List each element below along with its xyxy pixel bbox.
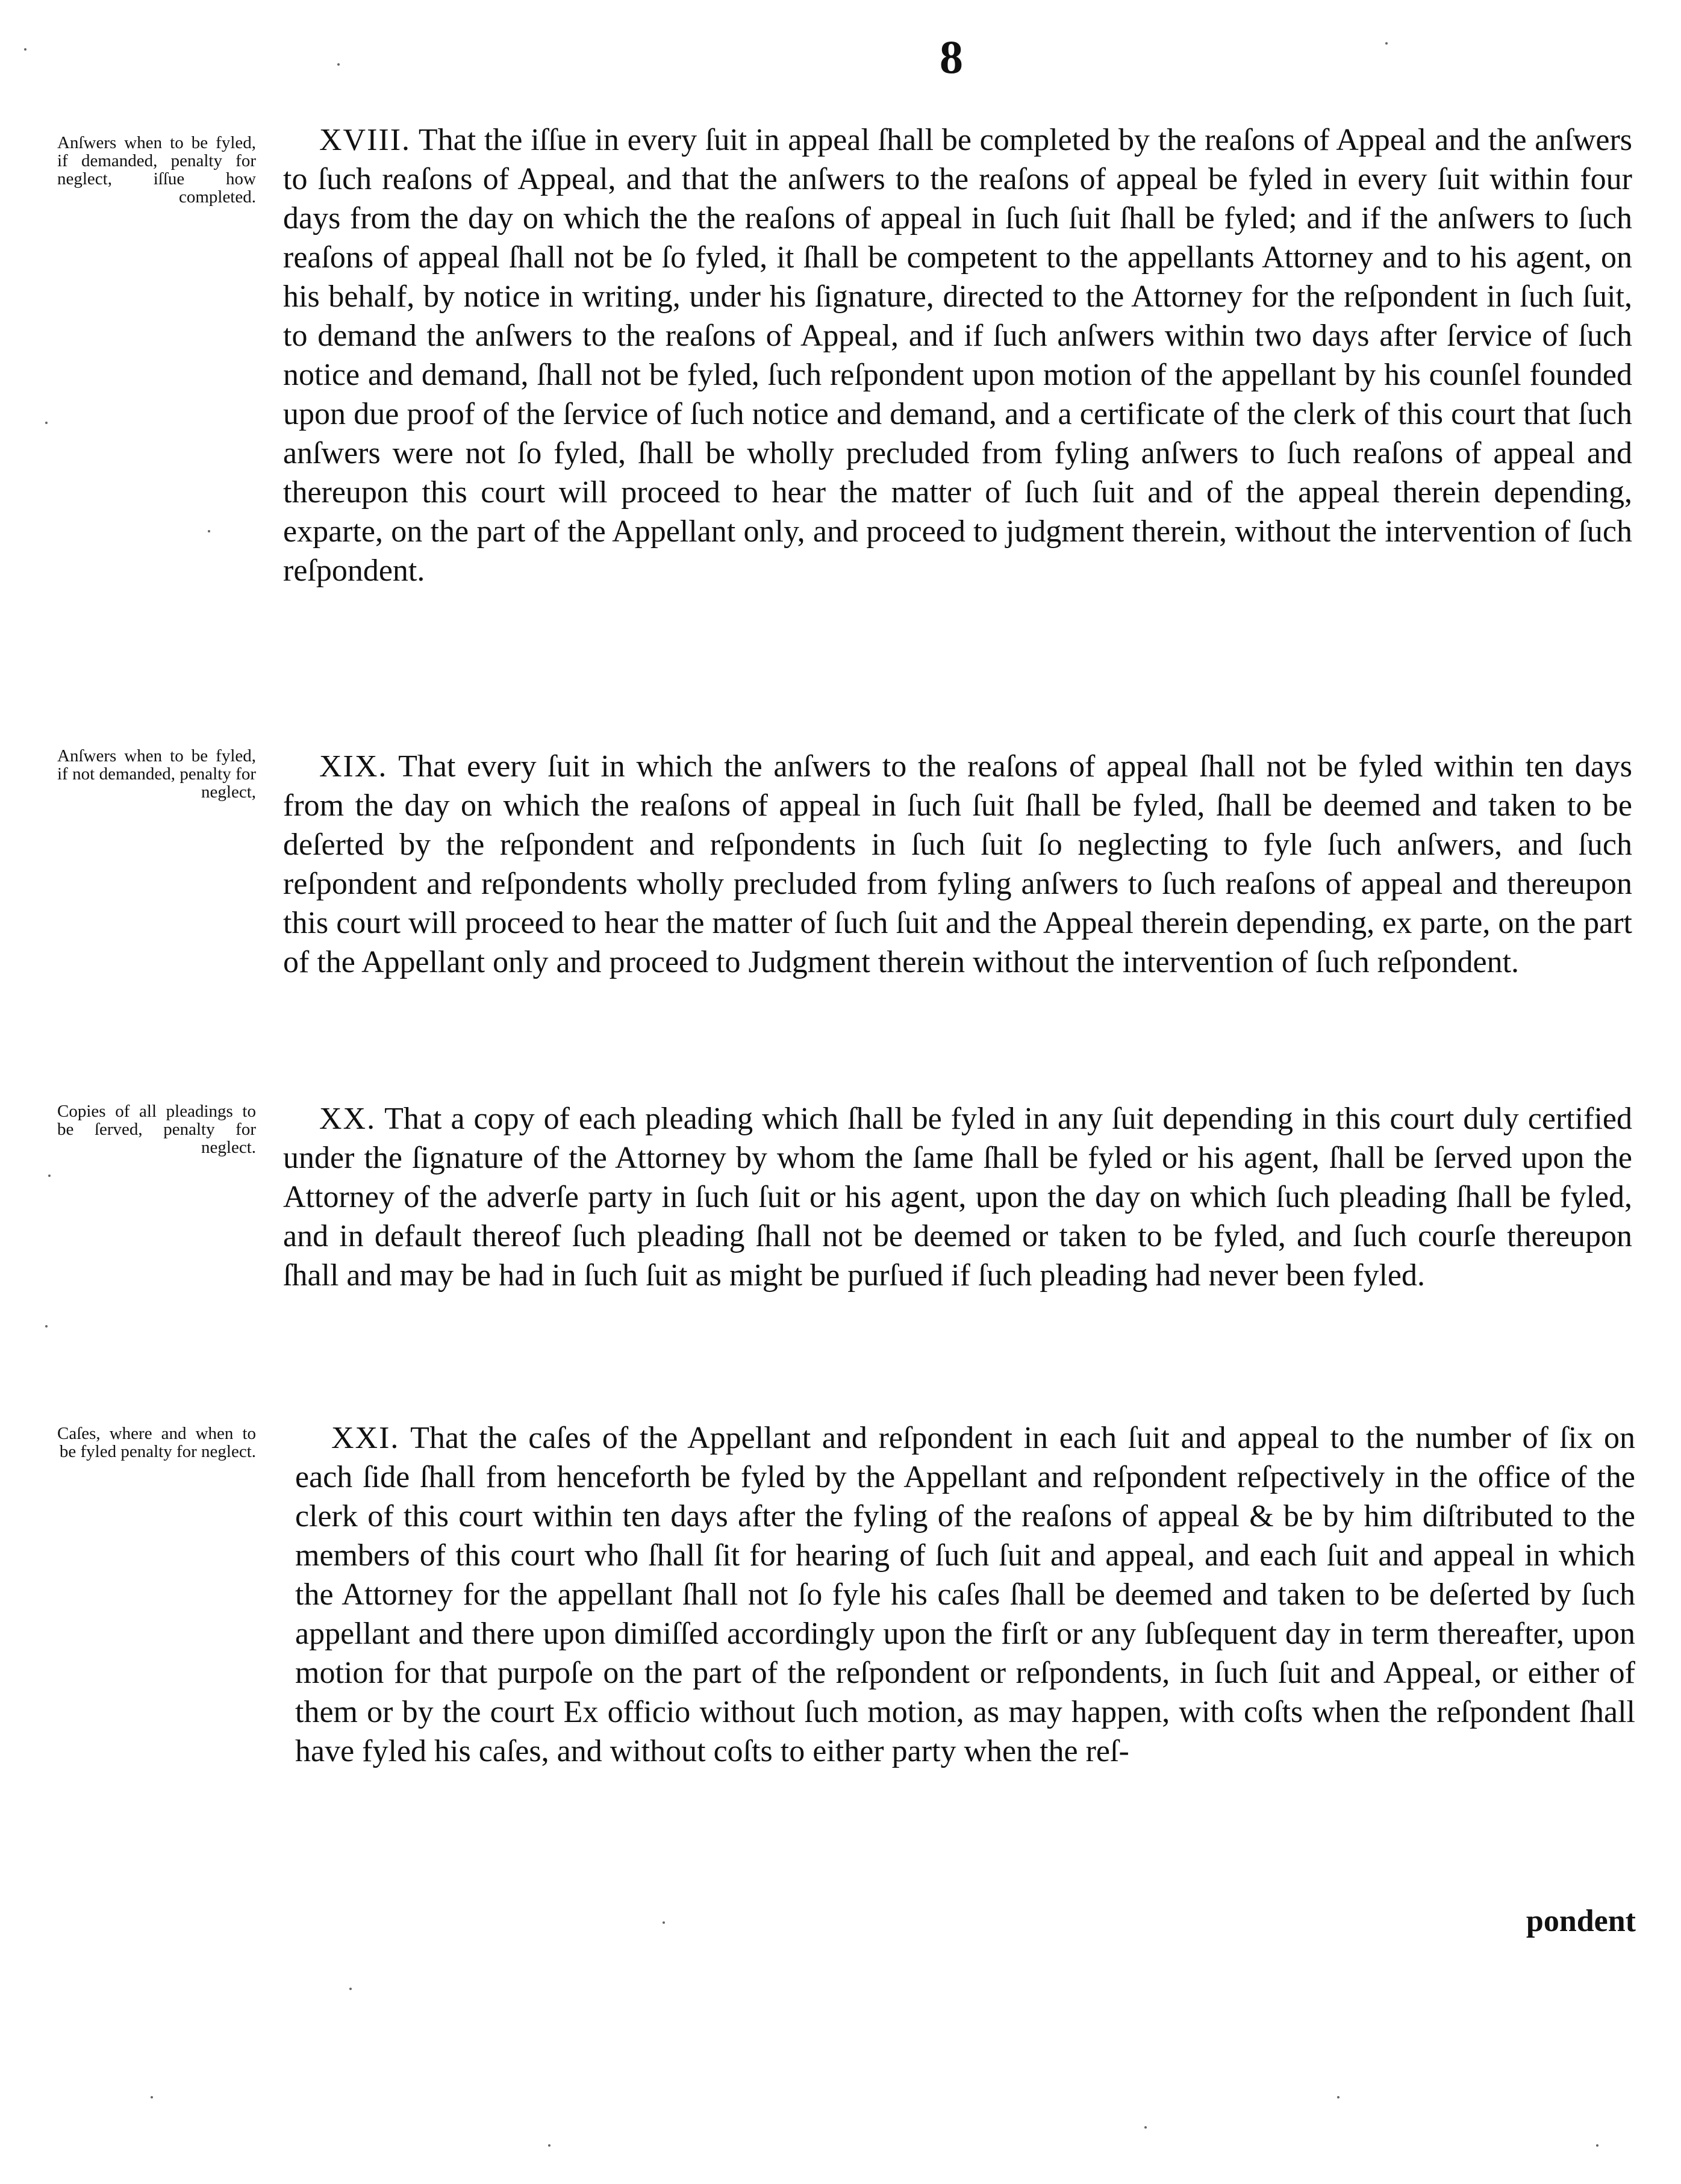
margin-note-xx: Copies of all pleadings to be ſerved, penalty for neglect. (57, 1102, 256, 1157)
clause-text: That every ſuit in which the anſwers to the reaſons of appeal ſhall not be fyled within ten days from the day on which the reaſons of appeal in ſuch ſuit ſhall be fyled, ſhall be deemed and taken to be deſerted by the reſpondent and reſpondents in ſuch ſuit ſo neglecting to fyle ſuch anſwers, and ſuch reſpondent and reſpondents wholly precluded from fyling anſwers to ſuch reaſons of appeal and thereupon this court will proceed to hear the matter of ſuch ſuit and the Appeal therein depending, ex parte, on the part of the Appellant only and proceed to Judgment therein without the intervention of ſuch reſpondent. (283, 749, 1633, 979)
scan-speck (1337, 2096, 1339, 2098)
clause-number: XXI. (331, 1421, 400, 1455)
clause-text: That the caſes of the Appellant and reſpondent in each ſuit and appeal to the number of ſix on each ſide ſhall from henceforth be fyled by the Appellant and reſpondent reſpectively in the office of the clerk of this court within ten days after the fyling of the reaſons of appeal & be by him diſtributed to the members of this court who ſhall ſit for hearing of ſuch ſuit and appeal, and each ſuit and appeal in which the Attorney for the appellant ſhall not ſo fyle his caſes ſhall be deemed and taken to be deſerted by ſuch appellant and there upon dimiſſed accordingly upon the firſt or any ſubſequent day in term thereafter, upon motion for that purpoſe on the part of the reſpondent or reſpondents, in ſuch ſuit and Appeal, or either of them or by the court Ex officio without ſuch motion, as may happen, with coſts when the reſpondent ſhall have fyled his caſes, and without coſts to either party when the reſ- (295, 1421, 1635, 1768)
scan-speck (663, 1921, 665, 1924)
clause-xix (283, 747, 1632, 982)
scan-speck (1596, 2144, 1598, 2147)
clause-text: That a copy of each pleading which ſhall be fyled in any ſuit depending in this court duly certified under the ſignature of the Attorney by whom the ſame ſhall be fyled or his agent, ſhall be ſerved upon the Attorney of the adverſe party in ſuch ſuit or his agent, upon the day on which ſuch pleading ſhall be fyled, and in default thereof ſuch pleading ſhall not be deemed or taken to be fyled, and ſuch courſe thereupon ſhall and may be had in ſuch ſuit as might be purſued if ſuch pleading had never been fyled. (283, 1102, 1632, 1293)
scan-speck (24, 48, 27, 51)
scan-speck (349, 1988, 352, 1990)
clause-xx (283, 1099, 1632, 1295)
scan-speck (45, 422, 48, 424)
margin-note-xviii: Anſwers when to be fyled, if demanded, penalty for neglect, iſſue how completed. (57, 133, 256, 207)
clause-text: That the iſſue in every ſuit in appeal ſhall be completed by the reaſons of Appeal and the anſwers to ſuch reaſons of Appeal, and that the anſwers to the reaſons of appeal be fyled in every ſuit within four days from the day on which the the reaſons of appeal in ſuch ſuit ſhall be fyled; and if the anſwers to ſuch reaſons of appeal ſhall not be ſo fyled, it ſhall be competent to the appellants Attorney and to his agent, on his behalf, by notice in writing, under his ſignature, directed to the Attorney for the reſpondent in ſuch ſuit, to demand the anſwers to the reaſons of Appeal, and if ſuch anſwers within two days after ſervice of ſuch notice and demand, ſhall not be fyled, ſuch reſpondent upon motion of the appellant by his counſel founded upon due proof of the ſervice of ſuch notice and demand, and a certificate of the clerk of this court that ſuch anſwers were not ſo fyled, ſhall be wholly precluded from fyling anſwers to ſuch reaſons of appeal and thereupon this court will proceed to hear the matter of ſuch ſuit and of the appeal therein depending, exparte, on the part of the Appellant only, and proceed to judgment therein, without the intervention of ſuch reſpondent. (283, 123, 1632, 588)
scan-speck (48, 1175, 51, 1177)
margin-note-xix: Anſwers when to be fyled, if not demanded, penalty for neglect, (57, 746, 256, 802)
scan-speck (45, 1325, 48, 1328)
scan-speck (548, 2144, 550, 2147)
scan-speck (1144, 2126, 1147, 2129)
scan-speck (1385, 42, 1388, 45)
scan-speck (337, 63, 340, 66)
scan-speck (151, 2096, 153, 2098)
clause-number: XVIII. (319, 123, 411, 157)
scan-speck (208, 530, 210, 532)
clause-number: XIX. (319, 749, 388, 784)
clause-xviii (283, 120, 1632, 590)
page-number: 8 (940, 31, 963, 83)
margin-note-xxi: Caſes, where and when to be fyled penalty for neglect. (57, 1424, 256, 1461)
catchword: pondent (1526, 1904, 1636, 1938)
clause-xxi (295, 1418, 1635, 1771)
clause-number: XX. (319, 1102, 376, 1136)
